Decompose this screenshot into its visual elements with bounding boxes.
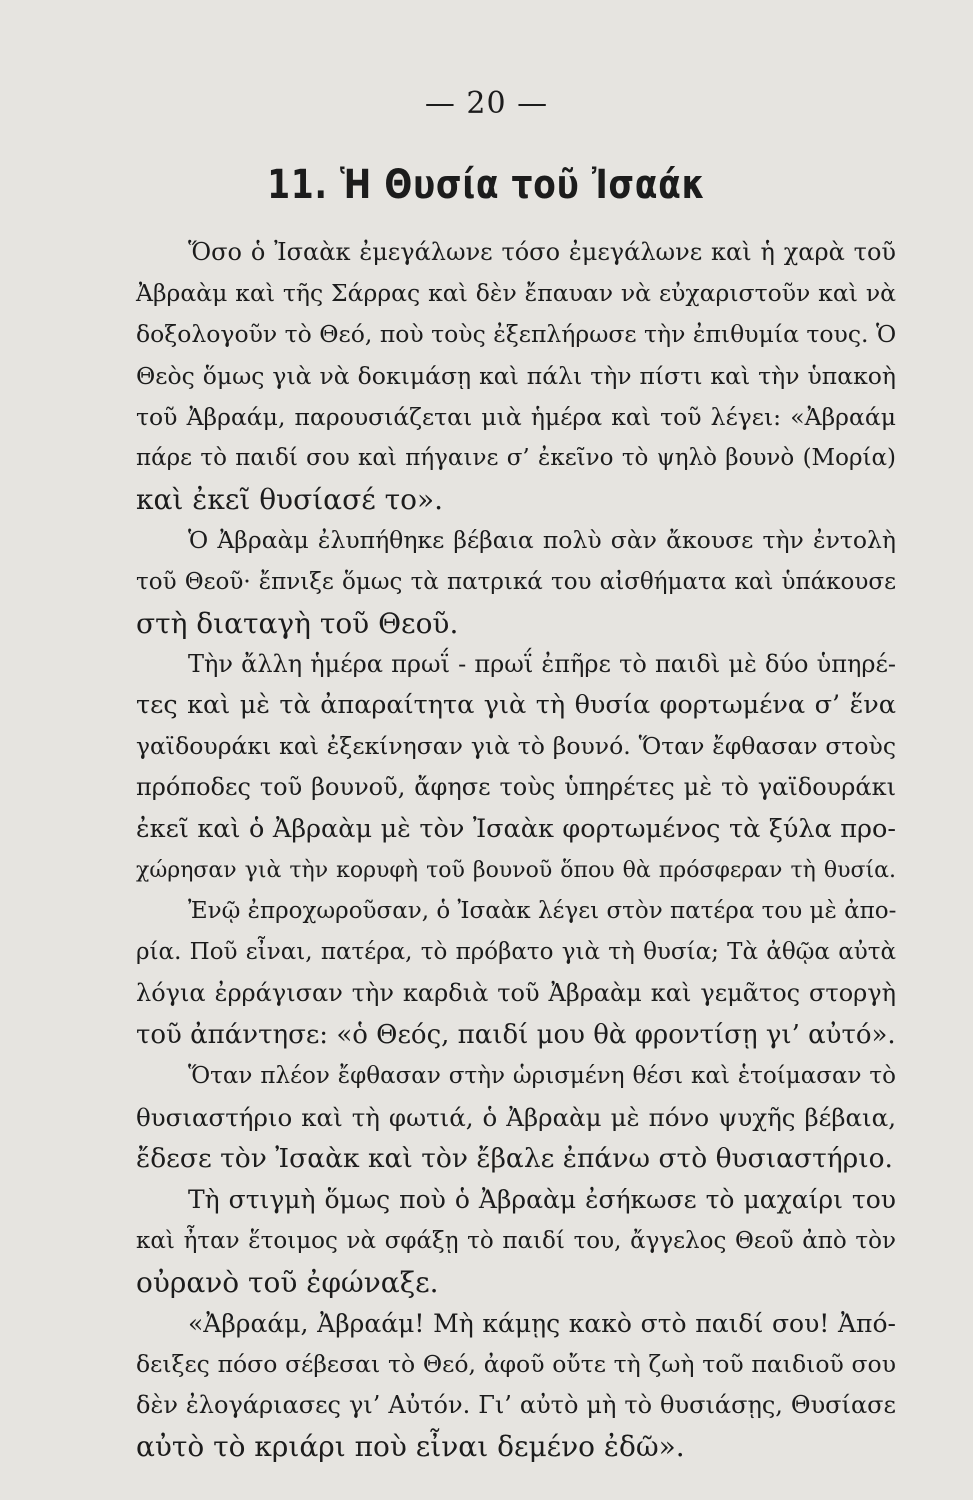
text-line: Τὴν ἄλλη ἡμέρα πρωΐ - πρωΐ ἐπῆρε τὸ παιδὶ μὲ δύο ὑπηρέ- [188, 649, 896, 678]
text-line: Ὁ Ἀβραὰμ ἐλυπήθηκε βέβαια πολὺ σὰν ἄκουσε τὴν ἐντολὴ [188, 526, 896, 555]
text-line: καὶ ἐκεῖ θυσίασέ το». [136, 483, 443, 517]
chapter-title: 11. Ἡ Θυσία τοῦ Ἰσαάκ [267, 162, 706, 208]
text-line: ρία. Ποῦ εἶναι, πατέρα, τὸ πρόβατο γιὰ τὴ θυσία; Τὰ ἀθῷα αὐτὰ [136, 939, 896, 966]
text-line: πρόποδες τοῦ βουνοῦ, ἄφησε τοὺς ὑπηρέτες μὲ τὸ γαϊδουράκι [136, 773, 896, 802]
text-line: Ἀβραὰμ καὶ τῆς Σάρρας καὶ δὲν ἔπαυαν νὰ εὐχαριστοῦν καὶ νὰ [136, 279, 896, 308]
text-line: ἔδεσε τὸν Ἰσαὰκ καὶ τὸν ἔβαλε ἐπάνω στὸ θυσιαστήριο. [136, 1143, 893, 1175]
text-line: «Ἀβραάμ, Ἀβραάμ! Μὴ κάμῃς κακὸ στὸ παιδί σου! Ἀπό- [188, 1308, 896, 1338]
text-line: Ὅταν πλέον ἔφθασαν στὴν ὡρισμένη θέσι καὶ ἑτοίμασαν τὸ [188, 1062, 896, 1089]
text-line: τοῦ Θεοῦ· ἔπνιξε ὅμως τὰ πατρικά του αἰσθήματα καὶ ὑπάκουσε [136, 568, 896, 595]
text-line: τοῦ ἀπάντησε: «ὁ Θεός, παιδί μου θὰ φροντίσῃ γι’ αὐτό». [136, 1019, 896, 1050]
text-line: τες καὶ μὲ τὰ ἀπαραίτητα γιὰ τὴ θυσία φορτωμένα σ’ ἕνα [136, 690, 896, 721]
text-line: Ὅσο ὁ Ἰσαὰκ ἐμεγάλωνε τόσο ἐμεγάλωνε καὶ ἡ χαρὰ τοῦ [188, 238, 896, 266]
text-line: Θεὸς ὅμως γιὰ νὰ δοκιμάσῃ καὶ πάλι τὴν πίστι καὶ τὴν ὑπακοὴ [136, 361, 896, 390]
text-line: δοξολογοῦν τὸ Θεό, ποὺ τοὺς ἐξεπλήρωσε τὴν ἐπιθυμία τους. Ὁ [136, 320, 897, 349]
text-line: καὶ ἦταν ἕτοιμος νὰ σφάξῃ τὸ παιδί του, ἄγγελος Θεοῦ ἀπὸ τὸν [136, 1227, 896, 1254]
page-number: — 20 — [424, 86, 549, 121]
text-line: χώρησαν γιὰ τὴν κορυφὴ τοῦ βουνοῦ ὅπου θὰ πρόσφεραν τὴ θυσία. [136, 857, 896, 883]
text-line: στὴ διαταγὴ τοῦ Θεοῦ. [136, 606, 459, 640]
text-line: Τὴ στιγμὴ ὅμως ποὺ ὁ Ἀβραὰμ ἐσήκωσε τὸ μαχαίρι του [188, 1185, 896, 1215]
text-line: οὐρανὸ τοῦ ἐφώναξε. [136, 1265, 439, 1299]
text-line: δὲν ἐλογάριασες γι’ Αὐτόν. Γι’ αὐτὸ μὴ τὸ θυσιάσῃς, Θυσίασε [136, 1391, 896, 1420]
text-line: λόγια ἐρράγισαν τὴν καρδιὰ τοῦ Ἀβραὰμ καὶ γεμᾶτος στοργὴ [136, 979, 896, 1008]
text-line: τοῦ Ἀβραάμ, παρουσιάζεται μιὰ ἡμέρα καὶ τοῦ λέγει: «Ἀβραάμ [136, 402, 896, 431]
text-line: ἐκεῖ καὶ ὁ Ἀβραὰμ μὲ τὸν Ἰσαὰκ φορτωμένος τὰ ξύλα προ- [136, 813, 896, 844]
text-line: αὐτὸ τὸ κριάρι ποὺ εἶναι δεμένο ἐδῶ». [136, 1430, 685, 1464]
body-text [136, 232, 896, 1468]
text-line: θυσιαστήριο καὶ τὴ φωτιά, ὁ Ἀβραὰμ μὲ πόνο ψυχῆς βέβαια, [136, 1102, 896, 1132]
text-line: δειξες πόσο σέβεσαι τὸ Θεό, ἀφοῦ οὔτε τὴ ζωὴ τοῦ παιδιοῦ σου [136, 1350, 896, 1379]
text-line: πάρε τὸ παιδί σου καὶ πήγαινε σ’ ἐκεῖνο τὸ ψηλὸ βουνὸ (Μορία) [136, 444, 896, 471]
text-line: Ἐνῷ ἐπροχωροῦσαν, ὁ Ἰσαὰκ λέγει στὸν πατέρα του μὲ ἀπο- [188, 898, 897, 924]
text-line: γαϊδουράκι καὶ ἐξεκίνησαν γιὰ τὸ βουνό. Ὅταν ἔφθασαν στοὺς [136, 732, 896, 761]
